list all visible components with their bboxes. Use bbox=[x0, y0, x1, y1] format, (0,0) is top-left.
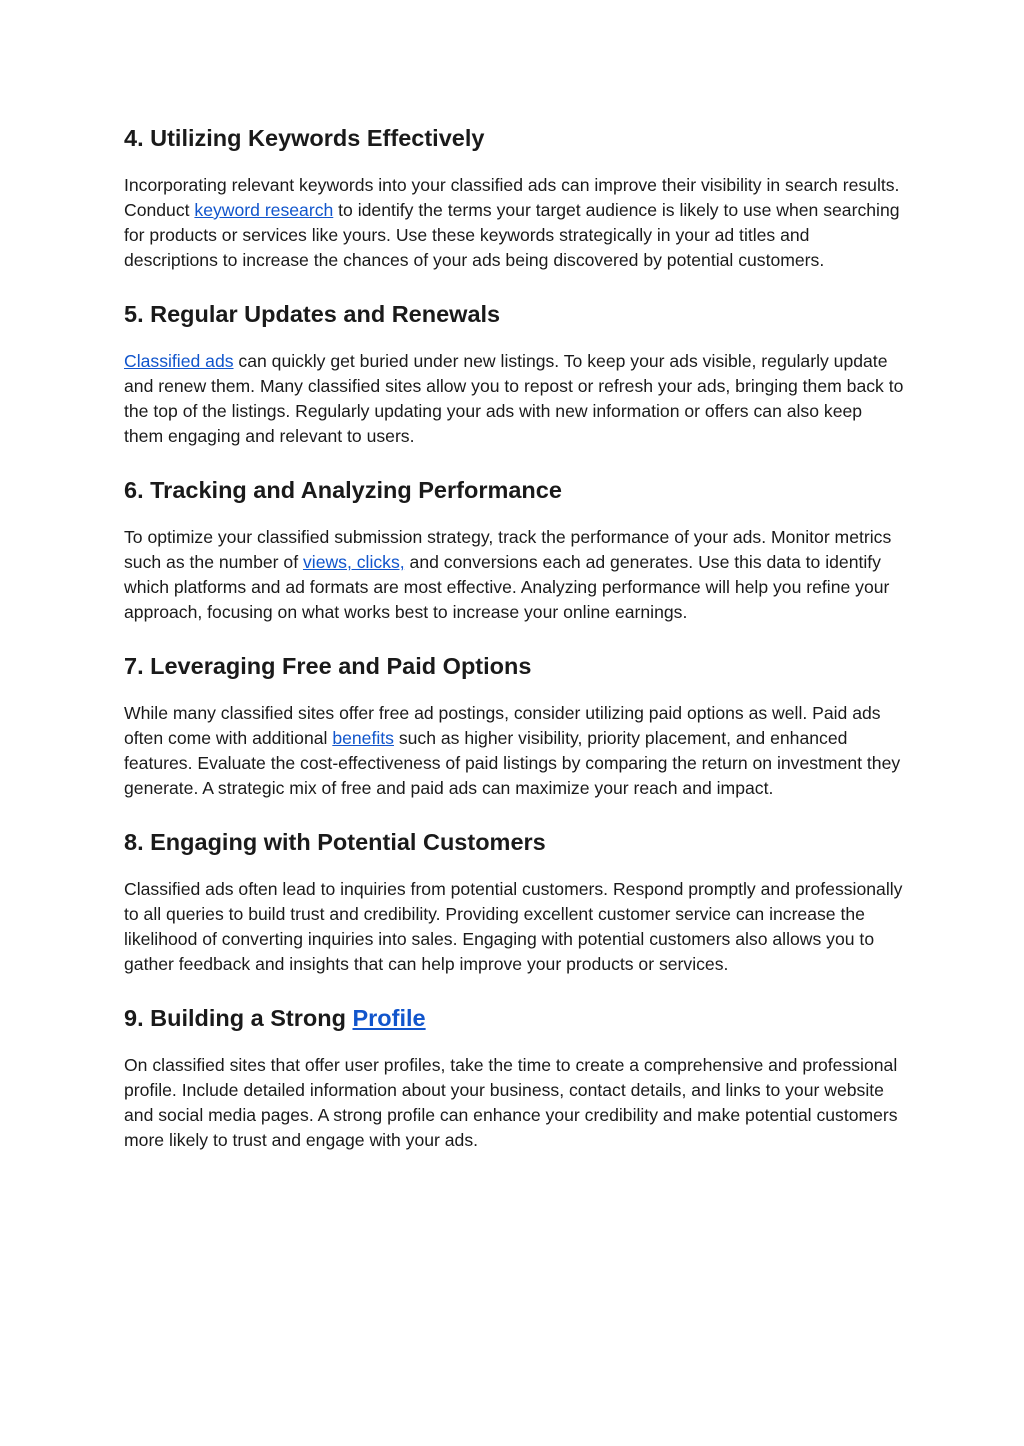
section-paragraph bbox=[124, 349, 904, 449]
section-utilizing-keywords bbox=[124, 118, 904, 273]
document-page bbox=[124, 118, 904, 1174]
section-heading bbox=[124, 998, 904, 1038]
paragraph-text: and conversions each ad generates. Use this data to identify which platforms and ad formats are most effective. Analyzing performance will help you refine your approach, focusing on what works best to increase your online earnings. bbox=[124, 552, 890, 622]
section-paragraph bbox=[124, 525, 904, 625]
section-paragraph bbox=[124, 173, 904, 273]
section-heading: 4. Utilizing Keywords Effectively bbox=[124, 125, 485, 151]
section-free-paid-options bbox=[124, 646, 904, 801]
section-heading: 5. Regular Updates and Renewals bbox=[124, 301, 501, 327]
section-heading: 8. Engaging with Potential Customers bbox=[124, 829, 546, 855]
paragraph-text: To optimize your classified submission strategy, track the performance of your ads. Monitor metrics such as the number of bbox=[124, 527, 892, 572]
section-heading: 6. Tracking and Analyzing Performance bbox=[124, 477, 562, 503]
paragraph-text: While many classified sites offer free ad postings, consider utilizing paid options as well. Paid ads often come with additional bbox=[124, 703, 881, 748]
heading-text: 9. Building a Strong bbox=[124, 1005, 353, 1031]
paragraph-text: Incorporating relevant keywords into your classified ads can improve their visibility in search results. Conduct bbox=[124, 175, 900, 220]
section-regular-updates bbox=[124, 294, 904, 449]
section-paragraph bbox=[124, 701, 904, 801]
paragraph-text: can quickly get buried under new listings. To keep your ads visible, regularly update and renew them. Many classified sites allow you to repost or refresh your ads, bringing them back to the top of the listings. Regularly updating your ads with new information or offers can also keep them engaging and relevant to users. bbox=[124, 351, 904, 446]
section-paragraph: On classified sites that offer user profiles, take the time to create a comprehensive and professional profile. Include detailed information about your business, contact details, and links to your website and social media pages. A strong profile can enhance your credibility and make potential customers more likely to trust and engage with your ads. bbox=[124, 1055, 898, 1150]
section-building-profile bbox=[124, 998, 904, 1153]
section-heading: 7. Leveraging Free and Paid Options bbox=[124, 653, 532, 679]
profile-link[interactable]: Profile bbox=[352, 1005, 426, 1031]
keyword-research-link[interactable]: keyword research bbox=[194, 200, 334, 220]
paragraph-text: such as higher visibility, priority placement, and enhanced features. Evaluate the cost-effectiveness of paid listings by comparing the return on investment they generate. A strategic mix of free and paid ads can maximize your reach and impact. bbox=[124, 728, 901, 798]
paragraph-text: to identify the terms your target audience is likely to use when searching for products or services like yours. Use these keywords strategically in your ad titles and descriptions to increase the chances of your ads being discovered by potential customers. bbox=[124, 200, 900, 270]
section-tracking-performance bbox=[124, 470, 904, 625]
views-clicks-link[interactable]: views, clicks, bbox=[302, 552, 405, 572]
section-engaging-customers bbox=[124, 822, 904, 977]
benefits-link[interactable]: benefits bbox=[332, 728, 394, 748]
section-paragraph: Classified ads often lead to inquiries from potential customers. Respond promptly and professionally to all queries to build trust and credibility. Providing excellent customer service can increase the likelihood of converting inquiries into sales. Engaging with potential customers also allows you to gather feedback and insights that can help improve your products or services. bbox=[124, 879, 903, 974]
classified-ads-link[interactable]: Classified ads bbox=[124, 351, 234, 371]
